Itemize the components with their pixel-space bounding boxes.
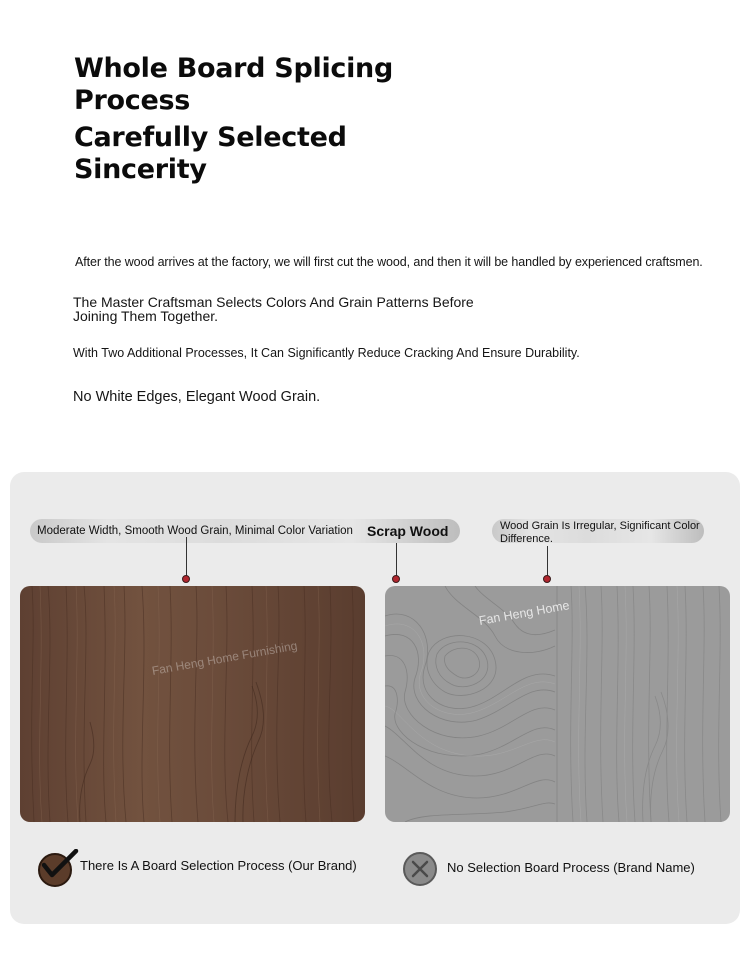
pointer-line-right (547, 546, 548, 577)
point-durability: With Two Additional Processes, It Can Significantly Reduce Cracking And Ensure Durability. (73, 346, 580, 360)
pointer-dot-left (182, 575, 190, 583)
watermark-left: Fan Heng Home Furnishing (150, 638, 299, 678)
pointer-dot-middle (392, 575, 400, 583)
no-selection-caption: No Selection Board Process (Brand Name) (447, 860, 695, 875)
checkmark-icon (38, 853, 72, 887)
watermark-right: Fan Heng Home (477, 598, 571, 628)
selection-process-caption: There Is A Board Selection Process (Our Brand) (80, 858, 357, 873)
selected-walnut-board-image (20, 586, 365, 822)
pointer-line-left (186, 537, 187, 577)
point-no-white-edges: No White Edges, Elegant Wood Grain. (73, 389, 321, 405)
page-title: Whole Board Splicing Process (74, 53, 394, 116)
scrap-wood-label: Scrap Wood (367, 523, 449, 539)
page-subtitle: Carefully Selected Sincerity (74, 122, 347, 185)
pointer-line-middle (396, 543, 397, 577)
point-color-grain: The Master Craftsman Selects Colors And Grain Patterns Before Joining Them Together. (73, 294, 474, 324)
bad-board-label: Wood Grain Is Irregular, Significant Color Difference. (500, 520, 700, 545)
scrap-wood-board-image (385, 586, 730, 822)
cross-icon (403, 852, 437, 886)
intro-text: After the wood arrives at the factory, we will first cut the wood, and then it will be handled by experienced craftsmen. (75, 255, 703, 269)
pointer-dot-right (543, 575, 551, 583)
good-board-label: Moderate Width, Smooth Wood Grain, Minimal Color Variation (37, 525, 353, 537)
